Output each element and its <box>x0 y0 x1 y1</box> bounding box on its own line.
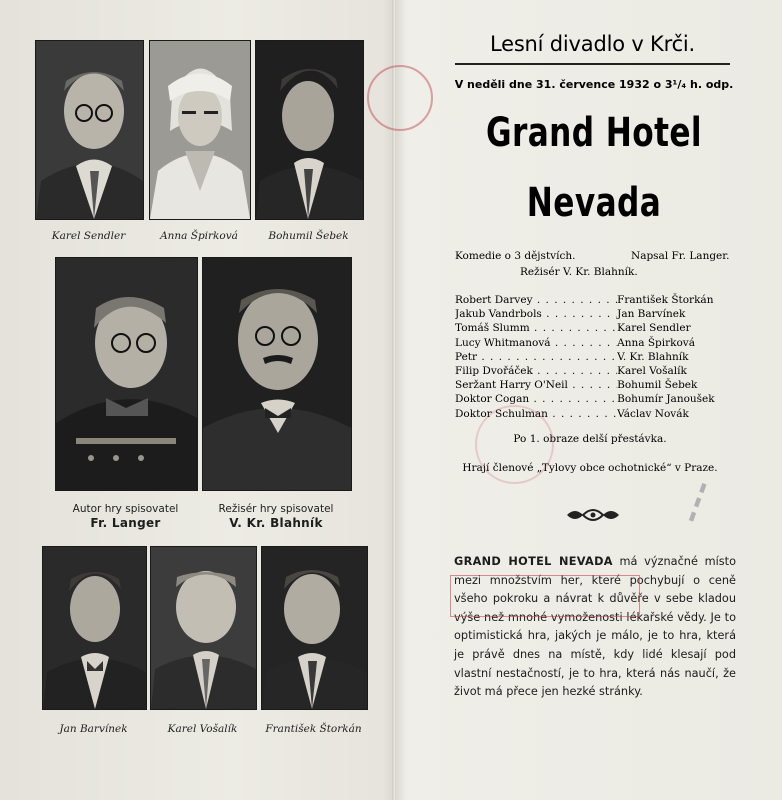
credit-director <box>202 503 350 530</box>
credit-author <box>55 503 196 530</box>
cast-list <box>455 293 735 421</box>
cast-actor: František Štorkán <box>617 294 714 306</box>
performers-text: Hrají členové „Tylovy obce ochotnické“ v Praze. <box>462 462 718 474</box>
intermission-text: Po 1. obraze delší přestávka. <box>513 433 667 445</box>
date-line: V neděli dne 31. července 1932 o 3¹/₄ h. odp. <box>454 78 734 91</box>
caption-karel-vosalik: Karel Vošalík <box>167 723 238 735</box>
credit-author-label: Autor hry spisovatel <box>72 503 179 515</box>
cast-row <box>455 307 735 321</box>
cast-actor: Karel Sendler <box>617 322 691 335</box>
library-stamp <box>367 65 433 131</box>
cast-row <box>455 336 735 350</box>
cast-role: Jakub Vandrbols . . . <box>455 307 617 321</box>
cast-role: Petr . . . <box>455 350 617 364</box>
director-credit-text: Režisér V. Kr. Blahník. <box>520 266 638 278</box>
description-body: má význačné místo mezi množstvím her, které pochybují o ceně všeho pokroku a návrat k důvěře v sebe kladou výše než mnohé vymoženosti lékařské vědy. Je to optimistická hra, jakých je málo, je to hra, která je právě dnes na místě, kdy lidé klesají pod vlastní nestačností, je to hra, která nás naučí, že život má přece jen hezké stránky. <box>454 555 736 699</box>
portrait-photo-anna-spirkova <box>149 40 251 220</box>
cast-actor: V. Kr. Blahník <box>617 350 689 363</box>
credit-director-label: Režisér hry spisovatel <box>218 503 334 515</box>
portrait-photo-v-kr-blahnik <box>202 257 352 491</box>
cast-role: Tomáš Slumm . . . <box>455 321 617 335</box>
cast-role: Seržant Harry O'Neil . . . <box>455 378 617 392</box>
cast-row <box>455 364 735 378</box>
cast-actor: Bohumír Janoušek <box>617 393 715 406</box>
author-credit-text: Napsal Fr. Langer. <box>631 250 730 262</box>
cast-role: Lucy Whitmanová . . . <box>455 336 617 350</box>
caption-jan-barvinek: Jan Barvínek <box>59 723 128 735</box>
credit-author-name: Fr. Langer <box>90 516 161 530</box>
cast-row <box>455 378 735 392</box>
cast-row <box>455 392 735 406</box>
cast-actor: Václav Novák <box>617 407 689 420</box>
cast-row <box>455 293 735 307</box>
pencil-mark: ▬ ▬ ▬ <box>683 480 711 524</box>
cast-row <box>455 350 735 364</box>
faint-stamp <box>475 405 554 484</box>
caption-bohumil-sebek: Bohumil Šebek <box>268 230 349 242</box>
portrait-photo-jan-barvinek <box>42 546 147 710</box>
red-highlight-box <box>450 575 640 617</box>
cast-role: Doktor Schulman . . . <box>455 407 617 421</box>
portrait-photo-karel-sendler <box>35 40 144 220</box>
caption-karel-sendler: Karel Sendler <box>51 230 126 242</box>
portrait-photo-bohumil-sebek <box>255 40 364 220</box>
cast-role: Robert Darvey . . . <box>455 293 617 307</box>
cast-actor: Anna Špirková <box>617 336 695 349</box>
cast-actor: Jan Barvínek <box>617 308 686 321</box>
venue-heading: Lesní divadlo v Krči. <box>489 32 696 56</box>
title-line-1: Grand Hotel <box>485 110 703 156</box>
venue-underline <box>455 63 730 65</box>
cast-role: Filip Dvořáček . . . <box>455 364 617 378</box>
cast-actor: Bohumil Šebek <box>617 379 698 392</box>
genre-text: Komedie o 3 dějstvích. <box>455 250 576 262</box>
title-line-2: Nevada <box>526 180 662 226</box>
caption-frantisek-storkan: František Štorkán <box>265 723 362 735</box>
cast-actor: Karel Vošalík <box>617 364 687 377</box>
cast-row <box>455 321 735 335</box>
portrait-photo-karel-vosalik <box>150 546 257 710</box>
portrait-photo-fr-langer <box>55 257 198 491</box>
description-lead: GRAND HOTEL NEVADA <box>454 555 613 568</box>
ornament-icon <box>565 505 621 525</box>
portrait-photo-frantisek-storkan <box>261 546 368 710</box>
credit-director-name: V. Kr. Blahník <box>229 516 323 530</box>
cast-role: Doktor Cogan . . . <box>455 392 617 406</box>
caption-anna-spirkova: Anna Špirková <box>160 230 238 242</box>
